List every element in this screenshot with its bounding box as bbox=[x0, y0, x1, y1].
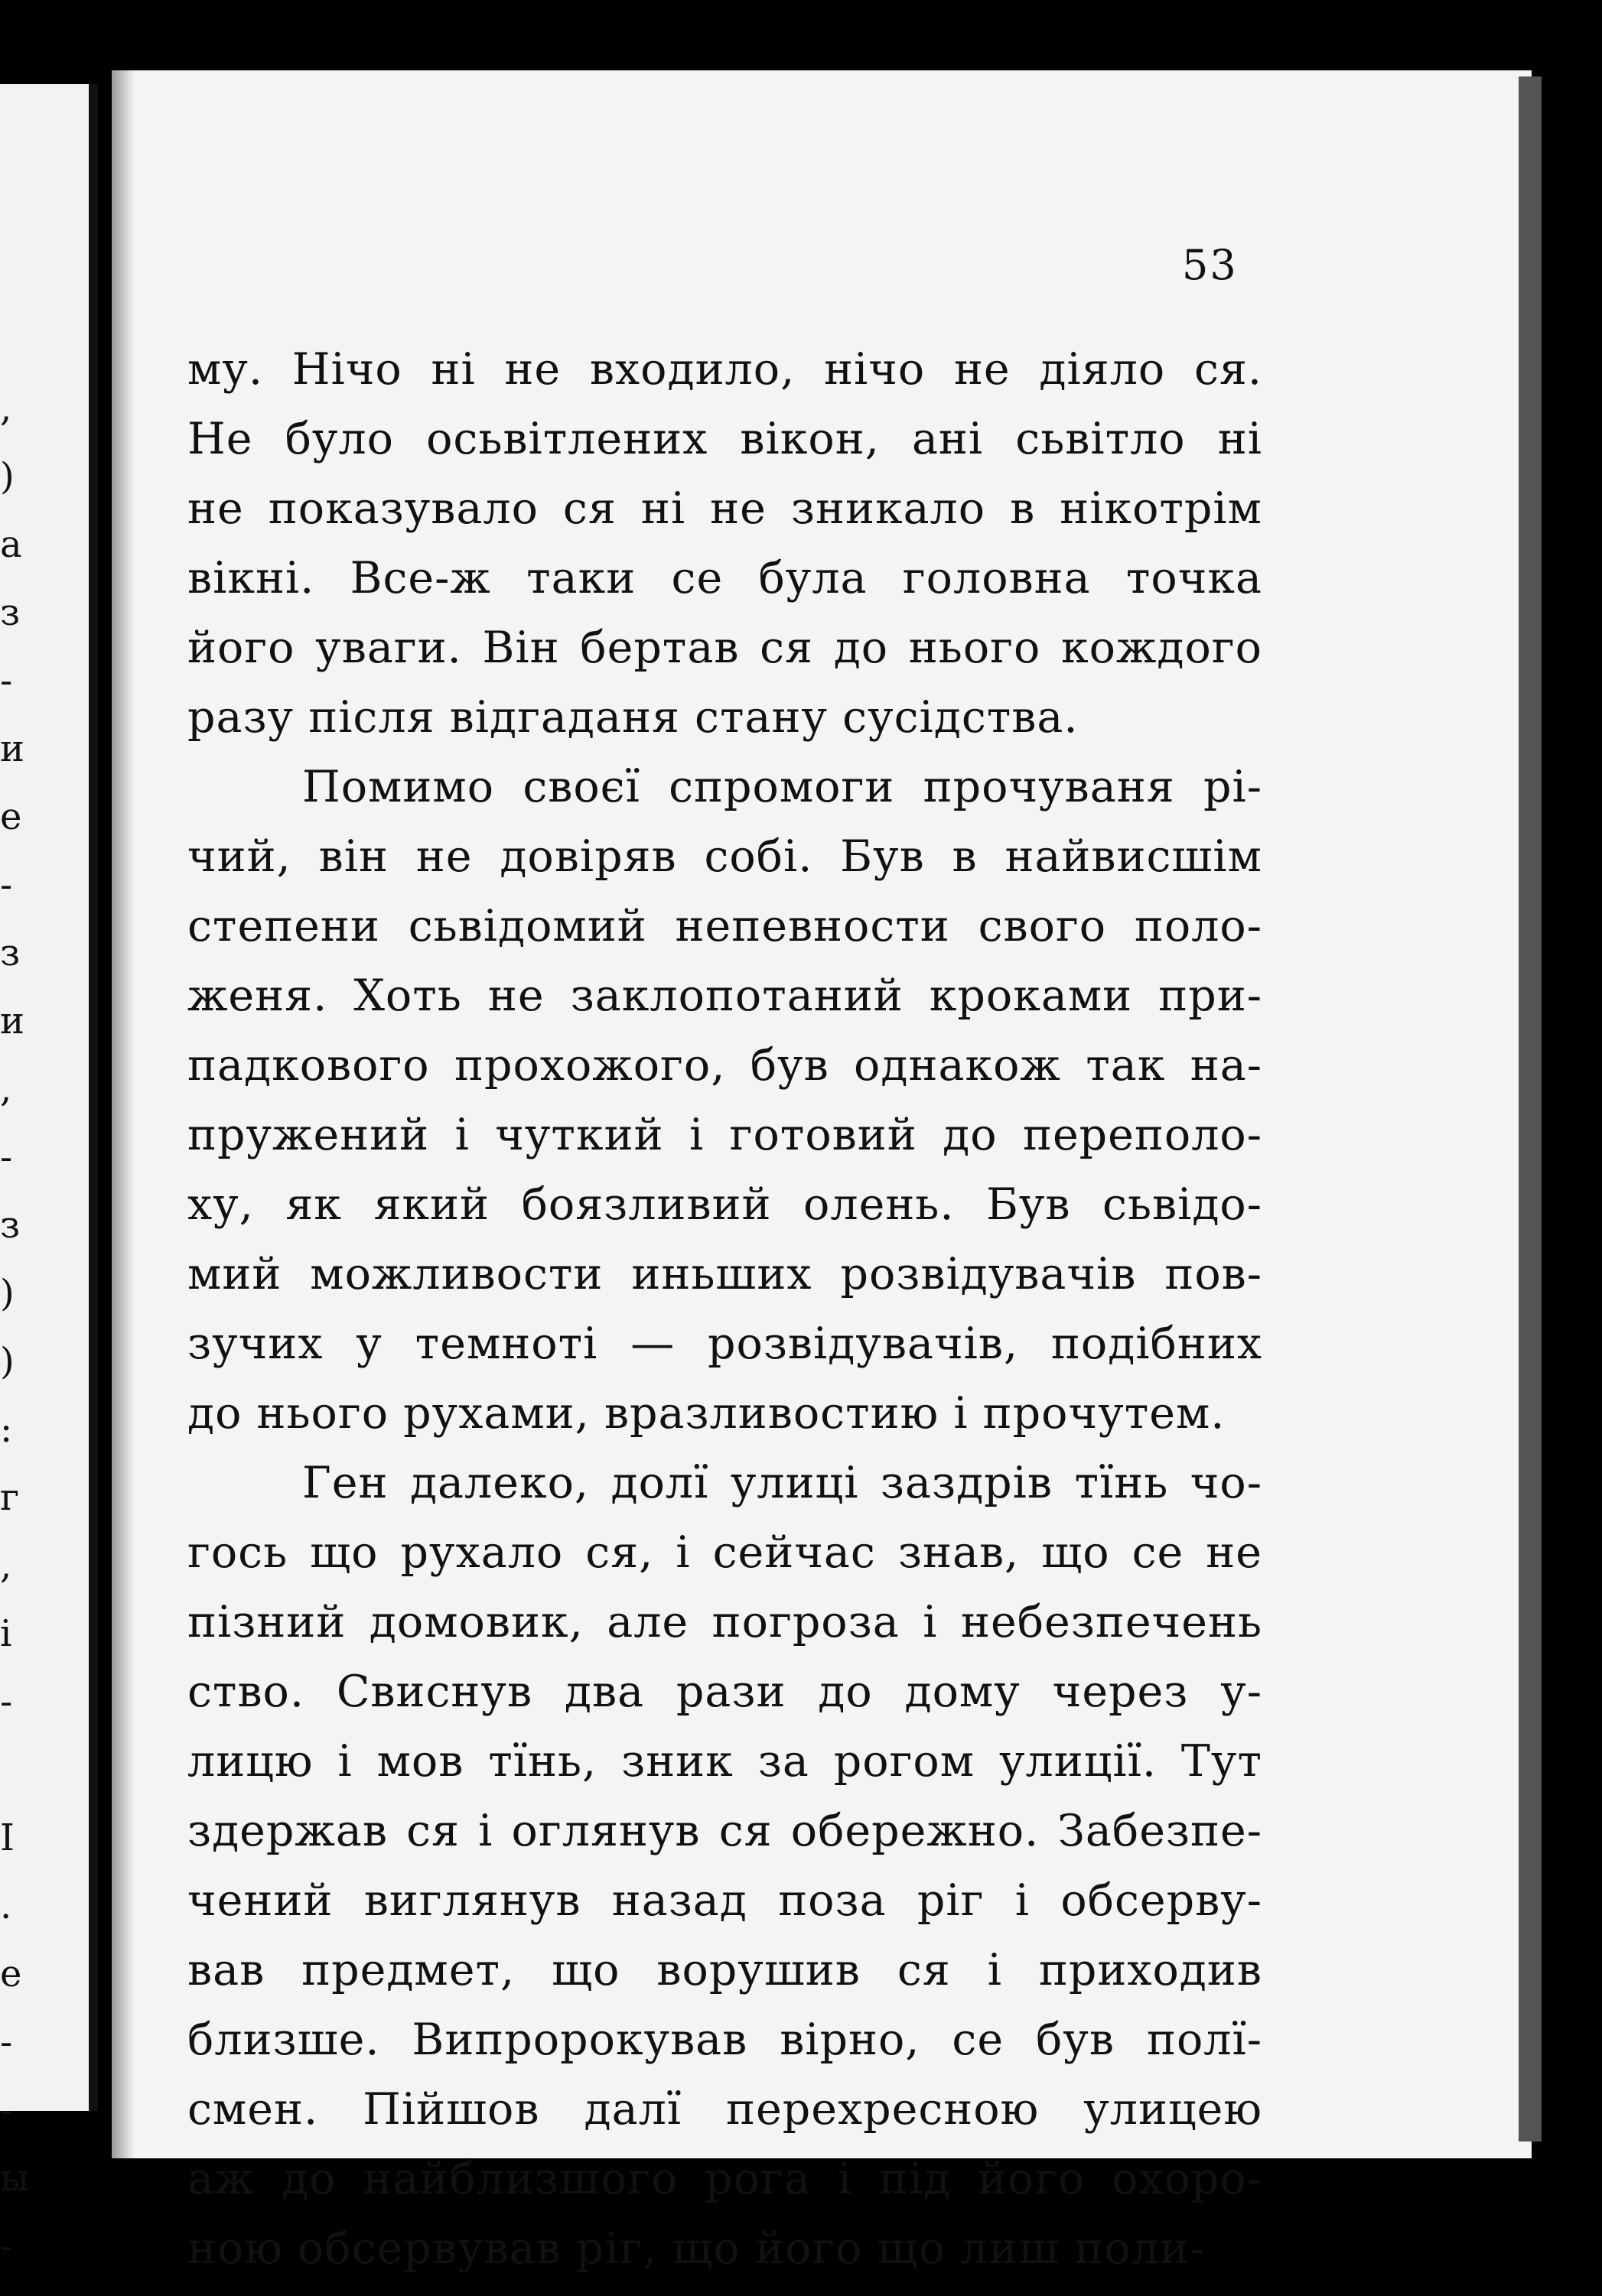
text-line: близше. Випророкував вірно, се був полї- bbox=[187, 2015, 1262, 2065]
left-edge-char: , bbox=[0, 1068, 12, 1111]
left-edge-char: . bbox=[0, 1885, 12, 1927]
left-edge-char: ) bbox=[0, 1272, 15, 1315]
text-line: Не було осьвітлених вікон, ані сьвітло ні bbox=[187, 414, 1262, 464]
text-line: мий можливости иньших розвідувачів пов- bbox=[187, 1249, 1262, 1299]
left-edge-char: з bbox=[0, 932, 21, 974]
left-edge-char: и bbox=[0, 727, 24, 770]
left-edge-char: з bbox=[0, 1204, 21, 1247]
left-edge-char: - bbox=[0, 2021, 13, 2063]
text-line: падкового прохожого, був однакож так на- bbox=[187, 1040, 1262, 1091]
text-line: ху, як який боязливий олень. Був сьвідо- bbox=[187, 1179, 1262, 1230]
page-number: 53 bbox=[1182, 241, 1238, 289]
left-edge-char bbox=[0, 1751, 31, 1820]
text-line: аж до найблизшого рога і під його охоро- bbox=[187, 2154, 1262, 2204]
left-page-edge-characters bbox=[0, 387, 31, 2296]
text-line: ною обсервував ріг, що його що лиш поли- bbox=[187, 2223, 1206, 2274]
text-line: чий, він не довіряв собі. Був в найвисшім bbox=[187, 831, 1262, 882]
left-page-fragment bbox=[0, 84, 98, 2268]
left-edge-char: e bbox=[0, 795, 22, 838]
text-line: Ген далеко, долї улиці заздрів тїнь чо- bbox=[302, 1458, 1262, 1508]
text-line: гось що рухало ся, і сейчас знав, що се не bbox=[187, 1527, 1262, 1578]
text-line: лицю і мов тїнь, зник за рогом улиції. Тут bbox=[187, 1736, 1262, 1787]
text-line: вікні. Все-ж таки се була головна точка bbox=[187, 553, 1262, 603]
left-edge-char: и bbox=[0, 1000, 24, 1042]
left-edge-char: - bbox=[0, 1136, 13, 1179]
body-text bbox=[187, 335, 1262, 2284]
left-edge-char: i bbox=[0, 1612, 12, 1655]
left-edge-char: - bbox=[0, 2089, 13, 2132]
left-edge-char: ) bbox=[0, 1340, 15, 1383]
binding-shadow bbox=[112, 70, 135, 2158]
text-line: разу після відгаданя стану сусідства. bbox=[187, 692, 1079, 743]
left-edge-char: I bbox=[0, 1816, 15, 1859]
left-edge-char: - bbox=[0, 1680, 13, 1723]
left-edge-char: : bbox=[0, 1408, 13, 1451]
text-line: здержав ся і оглянув ся обережно. Забезпе- bbox=[187, 1806, 1262, 1856]
text-line: му. Нічо ні не входило, нічо не діяло ся. bbox=[187, 344, 1262, 395]
page-right-edge bbox=[1519, 76, 1542, 2142]
text-line: степени сьвідомий непевности свого поло- bbox=[187, 901, 1262, 951]
left-edge-char: a bbox=[0, 523, 22, 566]
left-edge-char: - bbox=[0, 659, 13, 702]
text-line: пізний домовик, але погроза і небезпечень bbox=[187, 1597, 1262, 1647]
text-line: зучих у темноті — розвідувачів, подібних bbox=[187, 1319, 1262, 1369]
text-line: Помимо своєї спромоги прочуваня рі- bbox=[302, 762, 1262, 812]
text-line: не показувало ся ні не зникало в нікотрім bbox=[187, 483, 1262, 534]
text-line: пружений і чуткий і готовий до переполо- bbox=[187, 1110, 1262, 1160]
left-edge-char: ы bbox=[0, 2157, 30, 2200]
text-line: його уваги. Він бертав ся до нього кождого bbox=[187, 623, 1262, 673]
left-edge-char: e bbox=[0, 1953, 22, 1995]
left-edge-char: , bbox=[0, 1544, 12, 1587]
left-edge-char: г bbox=[0, 1476, 20, 1519]
text-line: ство. Свиснув два рази до дому через у- bbox=[187, 1667, 1262, 1717]
left-edge-char: - bbox=[0, 863, 13, 906]
text-line: вав предмет, що ворушив ся і приходив bbox=[187, 1945, 1262, 1995]
left-edge-char: - bbox=[0, 2225, 13, 2268]
text-line: женя. Хоть не заклопотаний кроками при- bbox=[187, 971, 1262, 1021]
left-edge-char: з bbox=[0, 591, 21, 634]
text-line: смен. Пійшов далї перехресною улицею bbox=[187, 2084, 1262, 2135]
left-edge-char: ) bbox=[0, 455, 15, 498]
left-page-gutter bbox=[89, 84, 98, 2111]
text-line: до нього рухами, вразливостию і прочутем. bbox=[187, 1388, 1226, 1439]
left-edge-char: , bbox=[0, 387, 12, 430]
text-line: чений виглянув назад поза ріг і обсерву- bbox=[187, 1875, 1262, 1926]
